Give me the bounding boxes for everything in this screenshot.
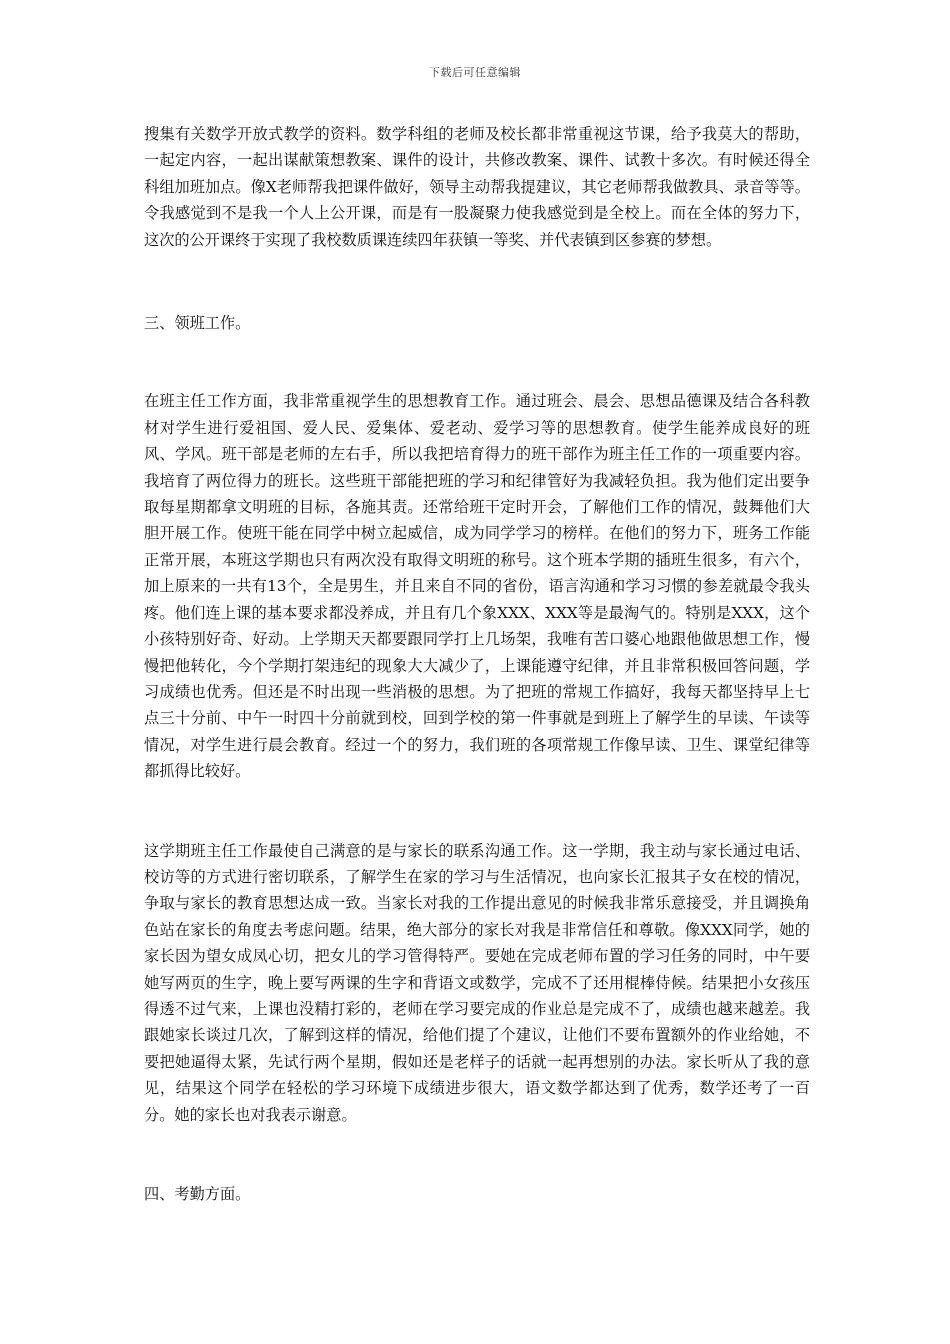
page-header-note: 下载后可任意编辑 [429,66,521,79]
paragraph-open-class: 搜集有关数学开放式教学的资料。数学科组的老师及校长都非常重视这节课，给予我莫大的帮助，一起定内容，一起出谋献策想教案、课件的设计，共修改教案、课件、试教十多次。有时候还得全科组加班加点。像X老师帮我把课件做好，领导主动帮我提建议，其它老师帮我做教具、录音等等。令我感觉到不是我一个人上公开课，而是有一股凝聚力使我感觉到是全校上。而在全体的努力下，这次的公开课终于实现了我校数质课连续四年获镇一等奖、并代表镇到区参赛的梦想。 [144,125,810,249]
paragraph-parent-communication: 这学期班主任工作最使自己满意的是与家长的联系沟通工作。这一学期，我主动与家长通过电话、校访等的方式进行密切联系，了解学生在家的学习与生活情况，也向家长汇报其子女在校的情况，争取与家长的教育思想达成一致。当家长对我的工作提出意见的时候我非常乐意接受，并且调换角色站在家长的角度去考虑问题。结果，绝大部分的家长对我是非常信任和尊敬。像XXX同学，她的家长因为望女成凤心切，把女儿的学习管得特严。要她在完成老师布置的学习任务的同时，中午要她写两页的生字，晚上要写两课的生字和背语文或数学，完成不了还用棍棒侍候。结果把小女孩压得透不过气来，上课也没精打彩的，老师在学习要完成的作业总是完成不了，成绩也越来越差。我跟她家长谈过几次，了解到这样的情况，给他们提了个建议，让他们不要布置额外的作业给她，不要把她逼得太紧，先试行两个星期，假如还是老样子的话就一起再想别的办法。家长听从了我的意见，结果这个同学在轻松的学习环境下成绩进步很大，语文数学都达到了优秀，数学还考了一百分。她的家长也对我表示谢意。 [144,841,810,1124]
paragraph-spacer [144,336,810,388]
section-heading-attendance: 四、考勤方面。 [144,1185,251,1203]
paragraph-class-management: 在班主任工作方面，我非常重视学生的思想教育工作。通过班会、晨会、思想品德课及结合各科教材对学生进行爱祖国、爱人民、爱集体、爱老动、爱学习等的思想教育。使学生能养成良好的班风、学风。班干部是老师的左右手，所以我把培育得力的班干部作为班主任工作的一项重要内容。我培育了两位得力的班长。这些班干部能把班的学习和纪律管好为我减轻负担。我为他们定出要争取每星期都拿文明班的目标，各施其责。还常给班干定时开会，了解他们工作的情况，鼓舞他们大胆开展工作。使班干能在同学中树立起威信，成为同学学习的榜样。在他们的努力下，班务工作能正常开展，本班这学期也只有两次没有取得文明班的称号。这个班本学期的插班生很多，有六个，加上原来的一共有13个，全是男生，并且来自不同的省份，语言沟通和学习习惯的参差就最令我头疼。他们连上课的基本要求都没养成，并且有几个象XXX、XXX等是最淘气的。特别是XXX，这个小孩特别好奇、好动。上学期天天都要跟同学打上几场架，我唯有苦口婆心地跟他做思想工作，慢慢把他转化，今个学期打架违纪的现象大大减少了，上课能遵守纪律，并且非常积极回答问题，学习成绩也优秀。但还是不时出现一些消极的思想。为了把班的常规工作搞好，我每天都坚持早上七点三十分前、中午一时四十分前就到校，回到学校的第一件事就是到班上了解学生的早读、午读等情况，对学生进行晨会教育。经过一个的努力，我们班的各项常规工作像早读、卫生、课堂纪律等都抓得比较好。 [144,392,810,781]
paragraph-spacer [144,1128,810,1181]
paragraph-spacer [144,253,810,310]
section-heading-class-leading: 三、领班工作。 [144,314,251,333]
document-body [144,121,810,1207]
paragraph-spacer [144,785,810,838]
